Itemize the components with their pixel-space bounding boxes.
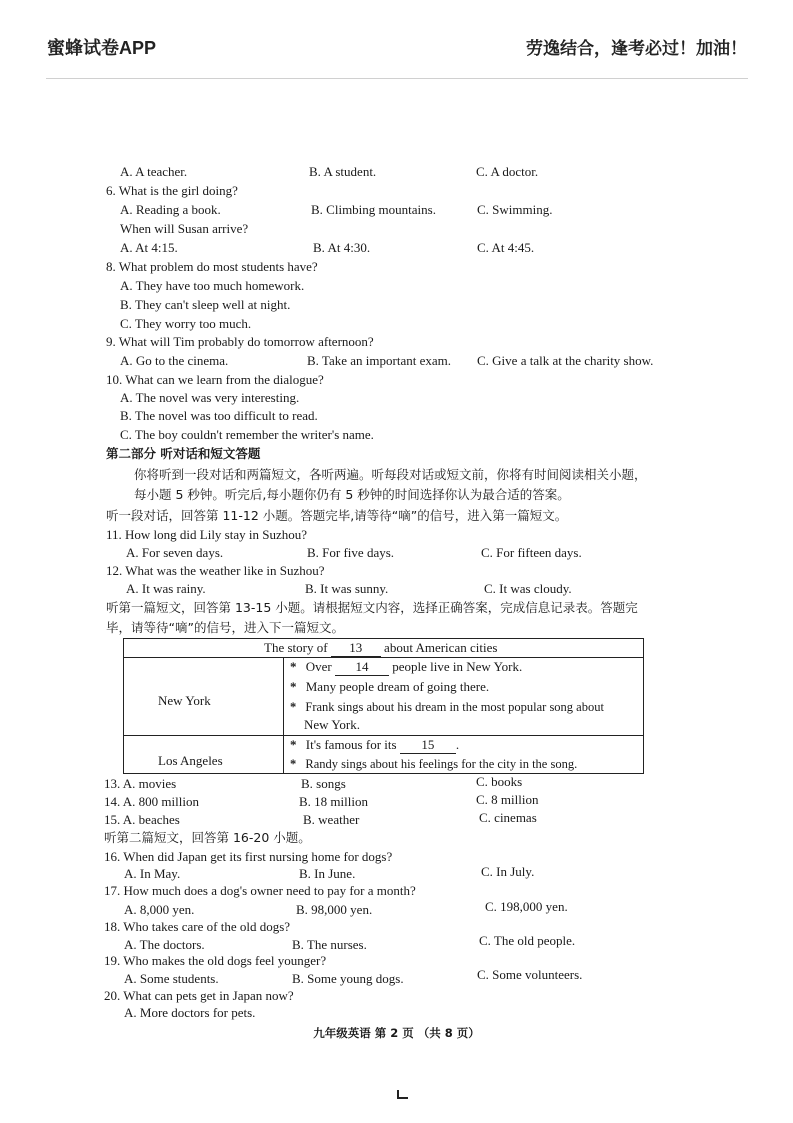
q17-question: 17. How much does a dog's owner need to pay for a month? xyxy=(104,883,416,898)
dialogue-instructions: 听一段对话，回答第 11-12 小题。答题完毕,请等待“嘀”的信号，进入第一篇短文。 xyxy=(106,508,568,523)
q12-option-c: C. It was cloudy. xyxy=(484,581,572,596)
passage2-instructions: 听第二篇短文，回答第 16-20 小题。 xyxy=(104,830,311,845)
q19-option-c: C. Some volunteers. xyxy=(477,967,583,982)
q9-question: 9. What will Tim probably do tomorrow afternoon? xyxy=(106,334,374,349)
brand-name: 蜜蜂试卷APP xyxy=(47,38,157,58)
q15-option-a: 15. A. beaches xyxy=(104,812,180,827)
blank-14[interactable]: 14 xyxy=(335,659,389,676)
q6-question: 6. What is the girl doing? xyxy=(106,183,238,198)
q10-option-b: B. The novel was too difficult to read. xyxy=(120,408,318,423)
q12-option-b: B. It was sunny. xyxy=(305,581,389,596)
q10-question: 10. What can we learn from the dialogue? xyxy=(106,372,324,387)
passage1-instructions-line2: 毕，请等待“嘀”的信号，进入下一篇短文。 xyxy=(106,620,344,635)
q18-option-c: C. The old people. xyxy=(479,933,576,948)
ny-bullet-3-continued: New York. xyxy=(304,717,360,732)
q8-option-a: A. They have too much homework. xyxy=(120,278,305,293)
part2-intro-line1: 你将听到一段对话和两篇短文，各听两遍。听每段对话或短文前，你将有时间阅读相关小题， xyxy=(134,467,647,482)
table-row-divider xyxy=(124,735,643,736)
q16-option-c: C. In July. xyxy=(481,864,535,879)
q11-option-a: A. For seven days. xyxy=(126,545,224,560)
q16-option-a: A. In May. xyxy=(124,866,181,881)
la-bullet-1: * It's famous for its 15 . xyxy=(290,737,460,752)
new-york-label: New York xyxy=(158,693,211,708)
q7-option-b: B. At 4:30. xyxy=(313,240,371,255)
passage1-instructions-line1: 听第一篇短文，回答第 13-15 小题。请根据短文内容，选择正确答案，完成信息记录表。答题完 xyxy=(106,600,638,615)
q14-option-b: B. 18 million xyxy=(299,794,368,809)
q17-option-c: C. 198,000 yen. xyxy=(485,899,568,914)
q18-question: 18. Who takes care of the old dogs? xyxy=(104,919,291,934)
q5-option-b: B. A student. xyxy=(309,164,377,179)
table-column-divider xyxy=(283,657,284,774)
q6-option-c: C. Swimming. xyxy=(477,202,553,217)
q18-option-b: B. The nurses. xyxy=(292,937,367,952)
q9-option-c: C. Give a talk at the charity show. xyxy=(477,353,654,368)
q8-option-c: C. They worry too much. xyxy=(120,316,252,331)
q7-question: When will Susan arrive? xyxy=(120,221,249,236)
part2-heading: 第二部分 听对话和短文答题 xyxy=(106,446,261,461)
q5-option-c: C. A doctor. xyxy=(476,164,539,179)
q16-question: 16. When did Japan get its first nursing home for dogs? xyxy=(104,849,393,864)
q15-option-c: C. cinemas xyxy=(479,810,537,825)
q20-question: 20. What can pets get in Japan now? xyxy=(104,988,294,1003)
ny-bullet-3: * Frank sings about his dream in the most popular song about xyxy=(290,700,604,714)
q13-option-a: 13. A. movies xyxy=(104,776,177,791)
q11-option-b: B. For five days. xyxy=(307,545,395,560)
q16-option-b: B. In June. xyxy=(299,866,356,881)
q11-question: 11. How long did Lily stay in Suzhou? xyxy=(106,527,308,542)
scan-corner-mark xyxy=(397,1090,408,1099)
info-record-table xyxy=(123,638,644,774)
q10-option-a: A. The novel was very interesting. xyxy=(120,390,300,405)
q12-question: 12. What was the weather like in Suzhou? xyxy=(106,563,325,578)
q12-option-a: A. It was rainy. xyxy=(126,581,206,596)
q19-option-a: A. Some students. xyxy=(124,971,219,986)
q19-option-b: B. Some young dogs. xyxy=(292,971,404,986)
q14-option-c: C. 8 million xyxy=(476,792,539,807)
q10-option-c: C. The boy couldn't remember the writer's name. xyxy=(120,427,374,442)
q8-question: 8. What problem do most students have? xyxy=(106,259,318,274)
app-header xyxy=(0,0,793,80)
q19-question: 19. Who makes the old dogs feel younger? xyxy=(104,953,327,968)
blank-15[interactable]: 15 xyxy=(400,737,456,754)
q17-option-b: B. 98,000 yen. xyxy=(296,902,373,917)
header-divider xyxy=(46,78,748,79)
q5-option-a: A. A teacher. xyxy=(120,164,188,179)
table-title-row xyxy=(124,639,643,658)
q6-option-a: A. Reading a book. xyxy=(120,202,221,217)
part2-intro-line2: 每小题 5 秒钟。听完后,每小题你仍有 5 秒钟的时间选择你认为最合适的答案。 xyxy=(134,487,570,502)
la-bullet-2: * Randy sings about his feelings for the city in the song. xyxy=(290,757,578,771)
q13-option-b: B. songs xyxy=(301,776,346,791)
table-title: The story of 13 about American cities xyxy=(264,640,498,655)
q8-option-b: B. They can't sleep well at night. xyxy=(120,297,291,312)
q20-option-a: A. More doctors for pets. xyxy=(124,1005,256,1020)
q9-option-a: A. Go to the cinema. xyxy=(120,353,229,368)
q18-option-a: A. The doctors. xyxy=(124,937,205,952)
q6-option-b: B. Climbing mountains. xyxy=(311,202,436,217)
q14-option-a: 14. A. 800 million xyxy=(104,794,199,809)
q7-option-c: C. At 4:45. xyxy=(477,240,535,255)
q9-option-b: B. Take an important exam. xyxy=(307,353,451,368)
q7-option-a: A. At 4:15. xyxy=(120,240,178,255)
ny-bullet-1: * Over 14 people live in New York. xyxy=(290,659,523,674)
blank-13[interactable]: 13 xyxy=(331,640,381,657)
ny-bullet-2: * Many people dream of going there. xyxy=(290,679,490,694)
los-angeles-label: Los Angeles xyxy=(158,753,223,768)
brand-slogan: 劳逸结合，逢考必过！加油！ xyxy=(526,39,747,58)
q15-option-b: B. weather xyxy=(303,812,360,827)
page-footer: 九年级英语 第 2 页 （共 8 页） xyxy=(313,1026,480,1040)
q17-option-a: A. 8,000 yen. xyxy=(124,902,195,917)
q13-option-c: C. books xyxy=(476,774,523,789)
q11-option-c: C. For fifteen days. xyxy=(481,545,582,560)
